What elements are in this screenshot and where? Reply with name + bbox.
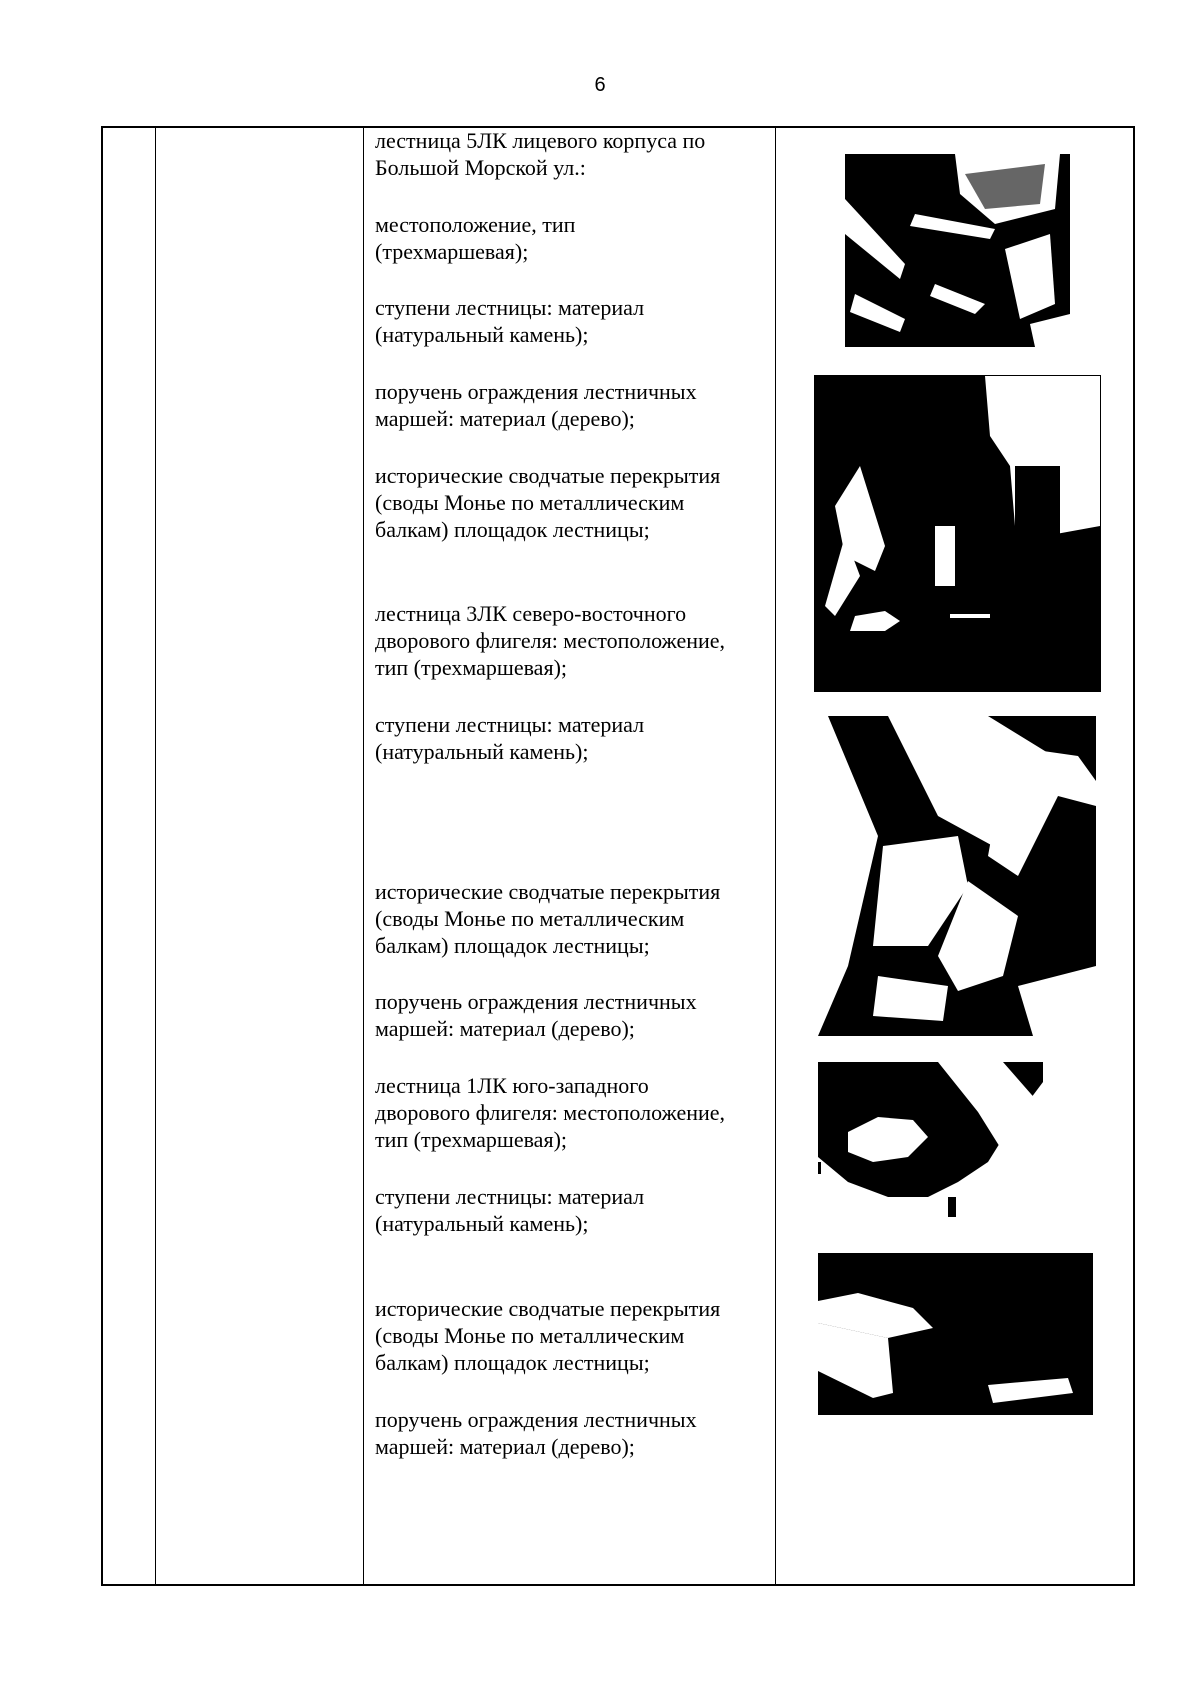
item-handrail-material-3lk: поручень ограждения лестничных маршей: материал (дерево);	[375, 989, 697, 1041]
item-handrail-material-5lk: поручень ограждения лестничных маршей: материал (дерево);	[375, 379, 697, 431]
photo-staircase-1lk	[818, 1062, 1043, 1225]
item-vaults-3lk: исторические сводчатые перекрытия (своды Монье по металлическим балкам) площадок лестницы;	[375, 879, 721, 958]
page-number: 6	[594, 74, 606, 96]
item-staircase-5lk: лестница 5ЛК лицевого корпуса по Большой Морской ул.:	[375, 128, 706, 180]
item-steps-material-5lk: ступени лестницы: материал (натуральный камень);	[375, 295, 645, 347]
column-divider-2	[363, 128, 364, 1584]
photo-vaults-1lk	[818, 1253, 1093, 1415]
item-staircase-3lk: лестница 3ЛК северо-восточного дворового флигеля: местоположение, тип (трехмаршевая);	[375, 601, 726, 680]
item-vaults-1lk: исторические сводчатые перекрытия (своды Монье по металлическим балкам) площадок лестницы;	[375, 1296, 721, 1375]
item-steps-material-3lk: ступени лестницы: материал (натуральный камень);	[375, 712, 645, 764]
item-steps-material-1lk: ступени лестницы: материал (натуральный камень);	[375, 1184, 645, 1236]
photo-staircase-3lk	[818, 716, 1096, 1036]
photo-vaults-5lk	[814, 375, 1101, 692]
item-location-type-5lk: местоположение, тип (трехмаршевая);	[375, 212, 576, 264]
column-divider-1	[155, 128, 156, 1584]
column-divider-3	[775, 128, 776, 1584]
item-handrail-material-1lk: поручень ограждения лестничных маршей: материал (дерево);	[375, 1407, 697, 1459]
item-vaults-5lk: исторические сводчатые перекрытия (своды Монье по металлическим балкам) площадок лестницы;	[375, 463, 721, 542]
item-staircase-1lk: лестница 1ЛК юго-западного дворового флигеля: местоположение, тип (трехмаршевая);	[375, 1073, 726, 1152]
photo-staircase-5lk	[845, 154, 1070, 347]
